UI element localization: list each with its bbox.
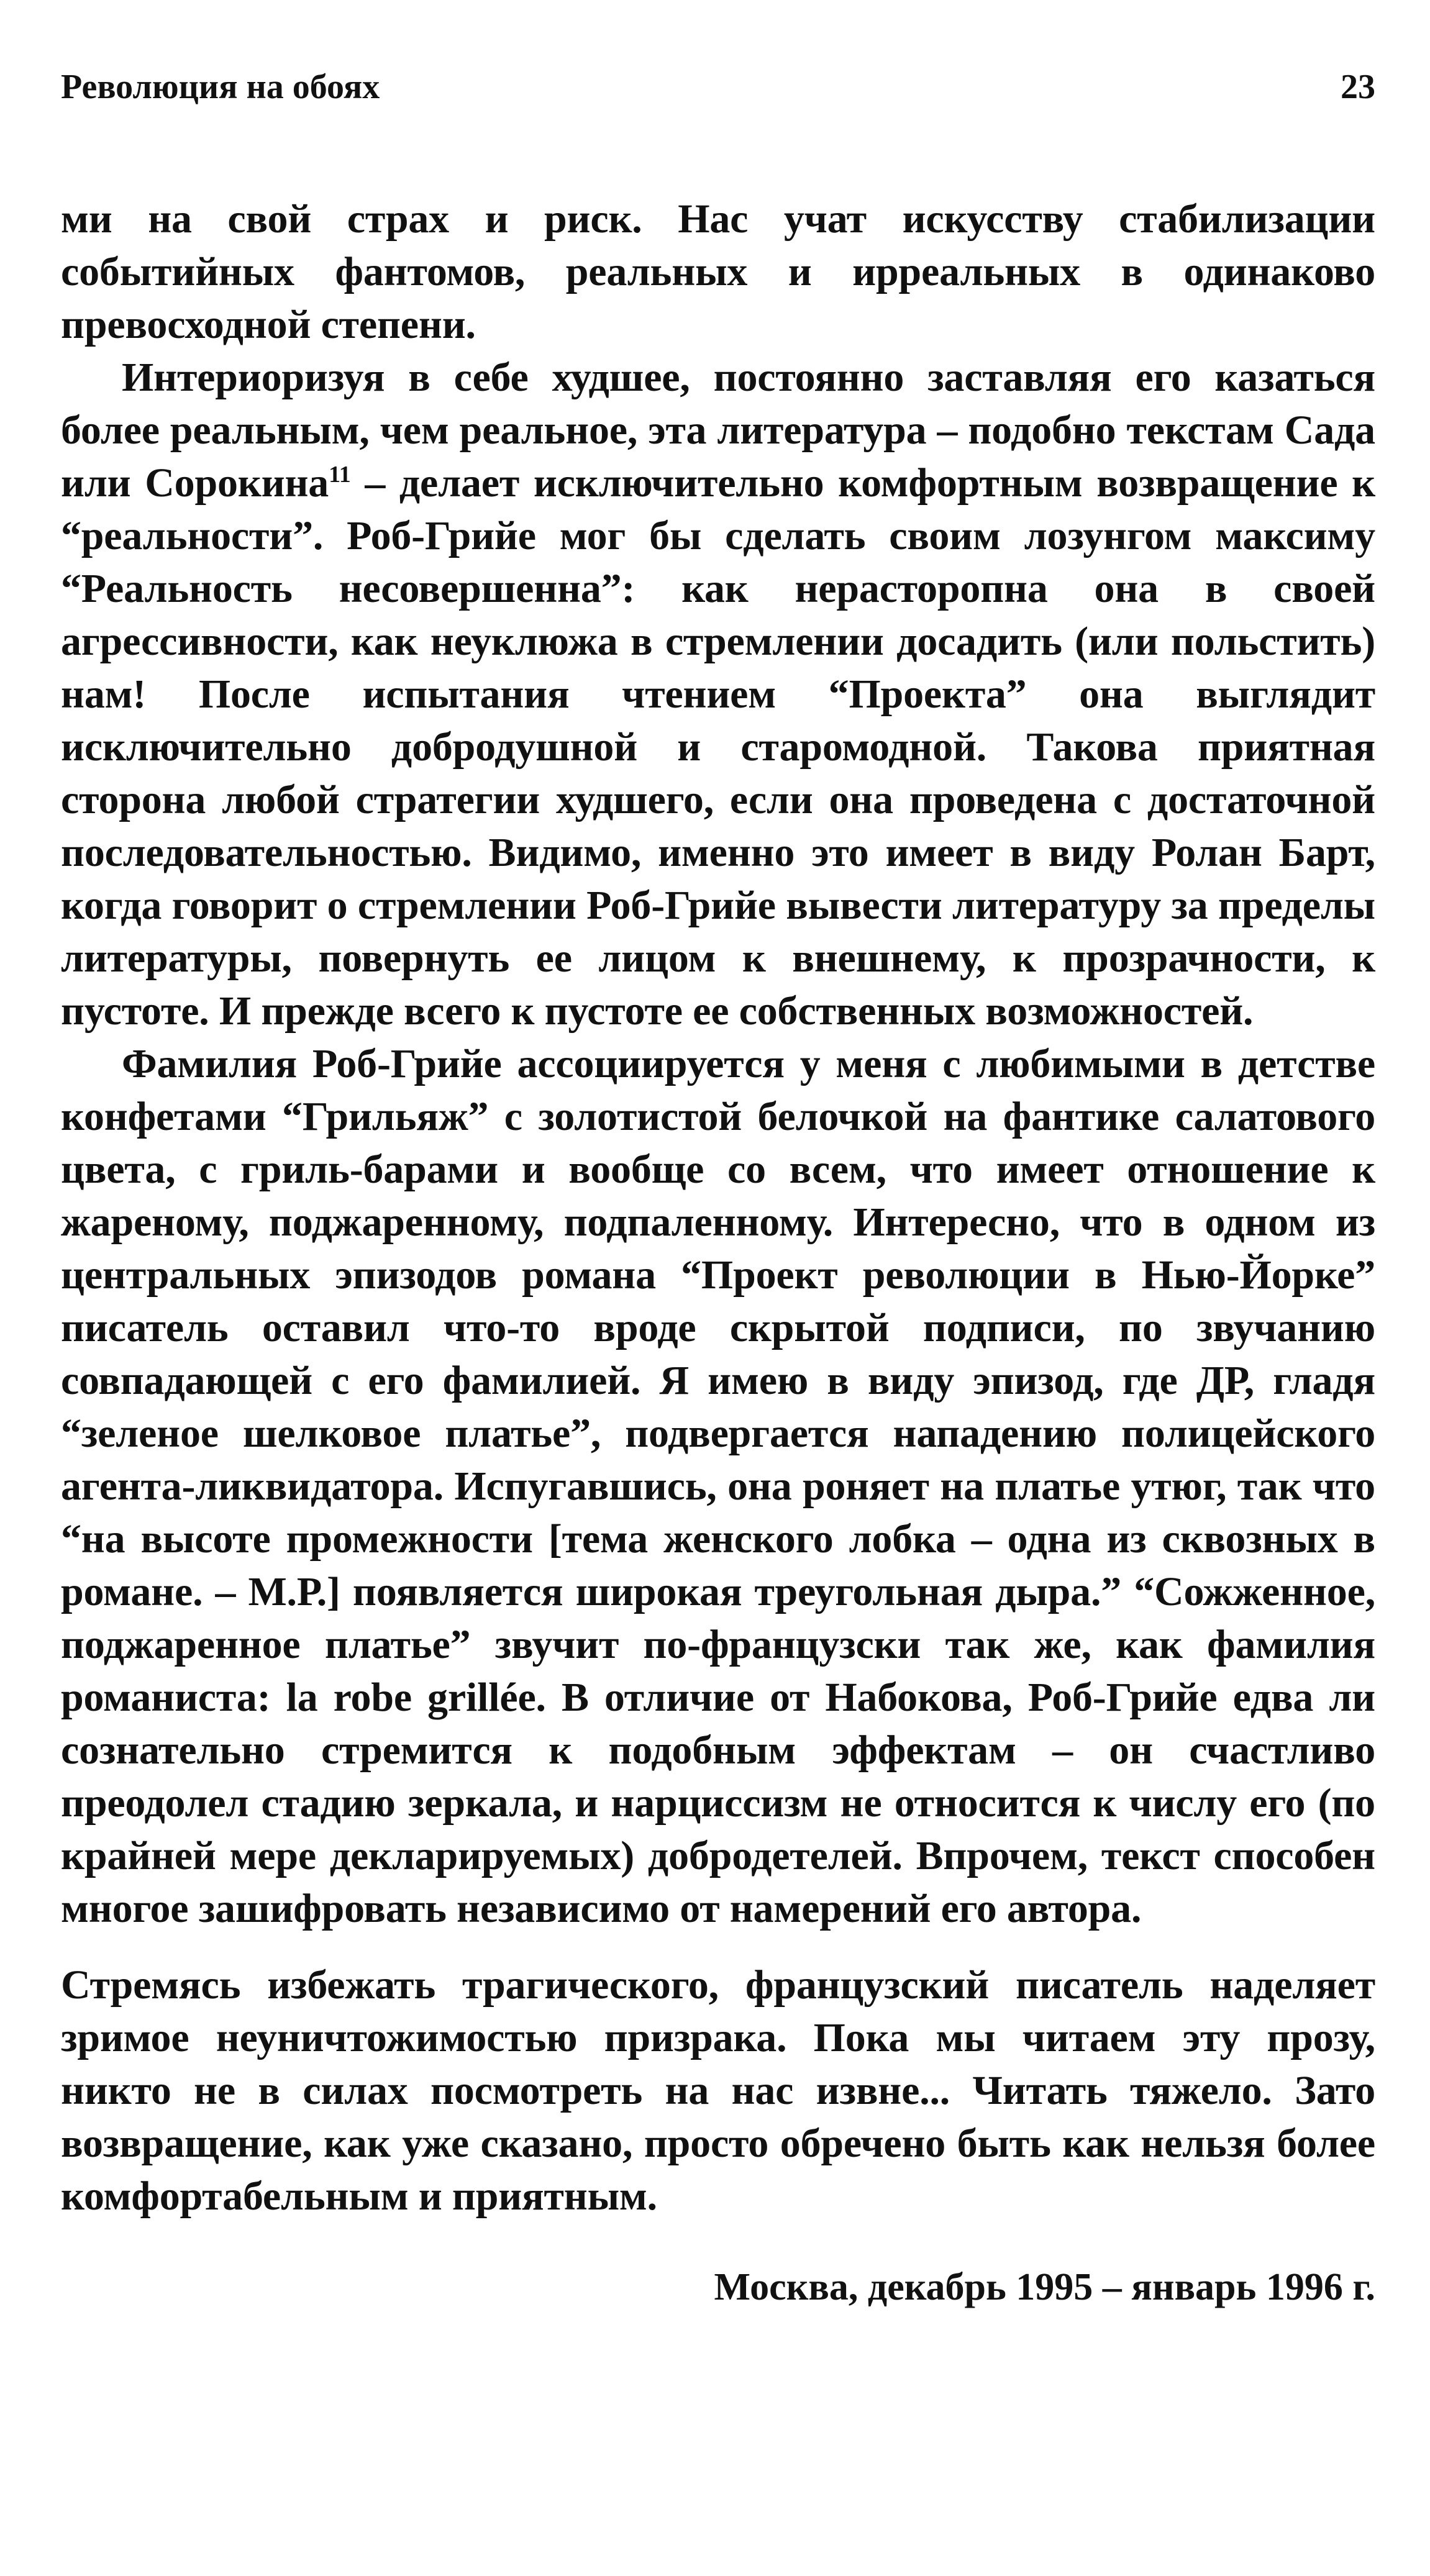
- page-number: 23: [1341, 68, 1375, 106]
- place-date-signature: Москва, декабрь 1995 – январь 1996 г.: [714, 2266, 1375, 2308]
- book-page: [61, 59, 1375, 2314]
- paragraph-3: Фамилия Роб-Грийе ассоциируется у меня с любимыми в детстве конфетами “Грильяж” с золотистой белочкой на фантике салатового цвета, с гриль-барами и вообще со всем, что имеет отношение к жареному, поджаренному, подпаленному. Интересно, что в одном из центральных эпизодов романа “Проект революции в Нью-Йорке” писатель оставил что-то вроде скрытой подписи, по звучанию совпадающей с его фамилией. Я имею в виду эпизод, где ДР, гладя “зеленое шелковое платье”, подвергается нападению полицейского агента-ликвидатора. Испугавшись, она роняет на платье утюг, так что “на высоте промежности [тема женского лобка – одна из сквозных в романе. – М.Р.] появляется широкая треугольная дыра.” “Сожженное, поджаренное платье” звучит по-французски так же, как фамилия романиста: la robe grillée. В отличие от Набокова, Роб-Грийе едва ли сознательно стремится к подобным эффектам – он счастливо преодолел стадию зеркала, и нарциссизм не относится к числу его (по крайней мере декларируемых) добродетелей. Впрочем, текст способен многое зашифровать независимо от намерений его автора.: [61, 1041, 1375, 1931]
- paragraph-2-part-b: – делает исключительно комфортным возвращение к “реальности”. Роб-Грийе мог бы сделать своим лозунгом максиму “Реальность несовершенна”: как нерасторопна она в своей агрессивности, как неуклюжа в стремлении досадить (или польстить) нам! После испытания чтением “Проекта” она выглядит исключительно добродушной и старомодной. Такова приятная сторона любой стратегии худшего, если она проведена с достаточной последовательностью. Видимо, именно это имеет в виду Ролан Барт, когда говорит о стремлении Роб-Грийе вывести литературу за пределы литературы, повернуть ее лицом к внешнему, к прозрачности, к пустоте. И прежде всего к пустоте ее собственных возможностей.: [61, 460, 1375, 1034]
- running-head: [61, 59, 1375, 127]
- paragraph-4: Стремясь избежать трагического, французский писатель наделяет зримое неуничтожимостью призрака. Пока мы читаем эту прозу, никто не в силах посмотреть на нас извне... Читать тяжело. Зато возвращение, как уже сказано, просто обречено быть как нельзя более комфортабельным и приятным.: [61, 1962, 1375, 2219]
- paragraph-1: ми на свой страх и риск. Нас учат искусству стабилизации событийных фантомов, реальных и ирреальных в одинаково превосходной степени.: [61, 196, 1375, 347]
- body-text: [61, 193, 1375, 2223]
- paragraph-2: [61, 351, 1375, 1037]
- paragraph-2-part-a: Интериоризуя в себе худшее, постоянно заставляя его казаться более реальным, чем реальное, эта литература – подобно текстам Сада или Сорокина: [61, 355, 1375, 506]
- footnote-reference: 11: [329, 462, 351, 488]
- running-title: Революция на обоях: [61, 68, 380, 106]
